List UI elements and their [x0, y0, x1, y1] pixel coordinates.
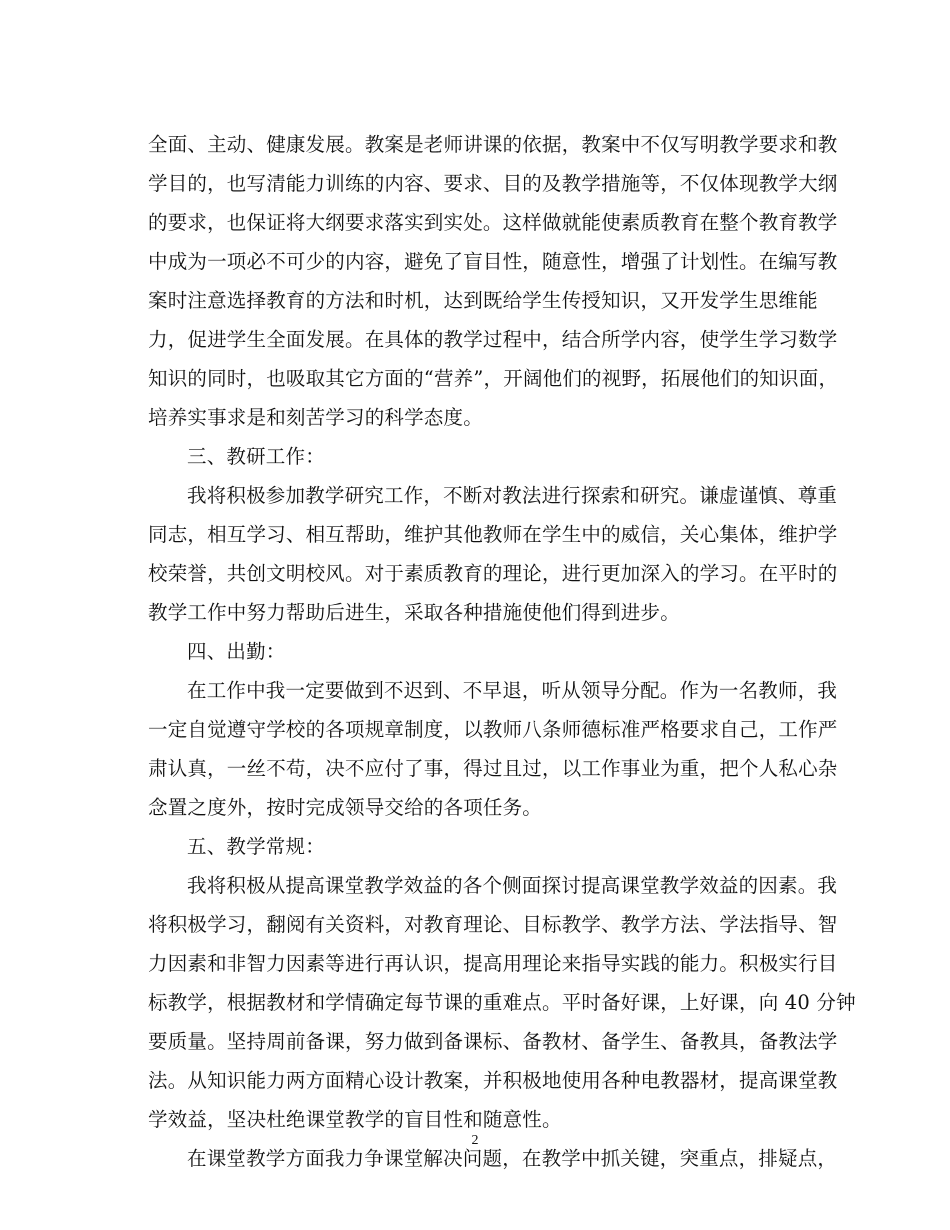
- text-line: 我将积极参加教学研究工作，不断对教法进行探索和研究。谦虚谨慎、尊重: [187, 484, 838, 507]
- text-line: 同志，相互学习、相互帮助，维护其他教师在学生中的威信，关心集体，维护学: [148, 523, 838, 546]
- text-line: 学目的，也写清能力训练的内容、要求、目的及教学措施等，不仅体现教学大纲: [148, 172, 838, 195]
- text-line: 力，促进学生全面发展。在具体的教学过程中，结合所学内容，使学生学习数学: [148, 328, 838, 351]
- text-line: 要质量。坚持周前备课，努力做到备课标、备教材、备学生、备教具，备教法学: [148, 1030, 838, 1053]
- text-line: 培养实事求是和刻苦学习的科学态度。: [148, 406, 483, 429]
- text-line: 力因素和非智力因素等进行再认识，提高用理论来指导实践的能力。积极实行目: [148, 952, 838, 975]
- section-heading: 四、出勤：: [187, 640, 286, 663]
- text-line: 在课堂教学方面我力争课堂解决问题，在教学中抓关键，突重点，排疑点，: [187, 1147, 838, 1170]
- text-line: 学效益，坚决杜绝课堂教学的盲目性和随意性。: [148, 1108, 562, 1131]
- section-heading: 三、教研工作：: [187, 445, 325, 468]
- text-line: 知识的同时，也吸取其它方面的“营养”，开阔他们的视野，拓展他们的知识面，: [148, 367, 839, 390]
- text-line: 我将积极从提高课堂教学效益的各个侧面探讨提高课堂教学效益的因素。我: [187, 874, 838, 897]
- text-line: 全面、主动、健康发展。教案是老师讲课的依据，教案中不仅写明教学要求和教: [148, 133, 838, 156]
- text-line: 肃认真，一丝不苟，决不应付了事，得过且过，以工作事业为重，把个人私心杂: [148, 757, 838, 780]
- text-line: 法。从知识能力两方面精心设计教案，并积极地使用各种电教器材，提高课堂教: [148, 1069, 838, 1092]
- text-line: 教学工作中努力帮助后进生，采取各种措施使他们得到进步。: [148, 601, 680, 624]
- text-line: 校荣誉，共创文明校风。对于素质教育的理论，进行更加深入的学习。在平时的: [148, 562, 838, 585]
- text-line: 将积极学习，翻阅有关资料，对教育理论、目标教学、教学方法、学法指导、智: [148, 913, 838, 936]
- text-line: 一定自觉遵守学校的各项规章制度，以教师八条师德标准严格要求自己，工作严: [148, 718, 838, 741]
- text-line: 中成为一项必不可少的内容，避免了盲目性，随意性，增强了计划性。在编写教: [148, 250, 838, 273]
- text-line: 在工作中我一定要做到不迟到、不早退，听从领导分配。作为一名教师，我: [187, 679, 838, 702]
- text-line: 标教学，根据教材和学情确定每节课的重难点。平时备好课，上好课，向 40 分钟: [148, 991, 856, 1014]
- text-line: 的要求，也保证将大纲要求落实到实处。这样做就能使素质教育在整个教育教学: [148, 211, 838, 234]
- page-number: 2: [471, 1133, 479, 1148]
- text-line: 念置之度外，按时完成领导交给的各项任务。: [148, 796, 543, 819]
- section-heading: 五、教学常规：: [187, 835, 325, 858]
- text-line: 案时注意选择教育的方法和时机，达到既给学生传授知识，又开发学生思维能: [148, 289, 818, 312]
